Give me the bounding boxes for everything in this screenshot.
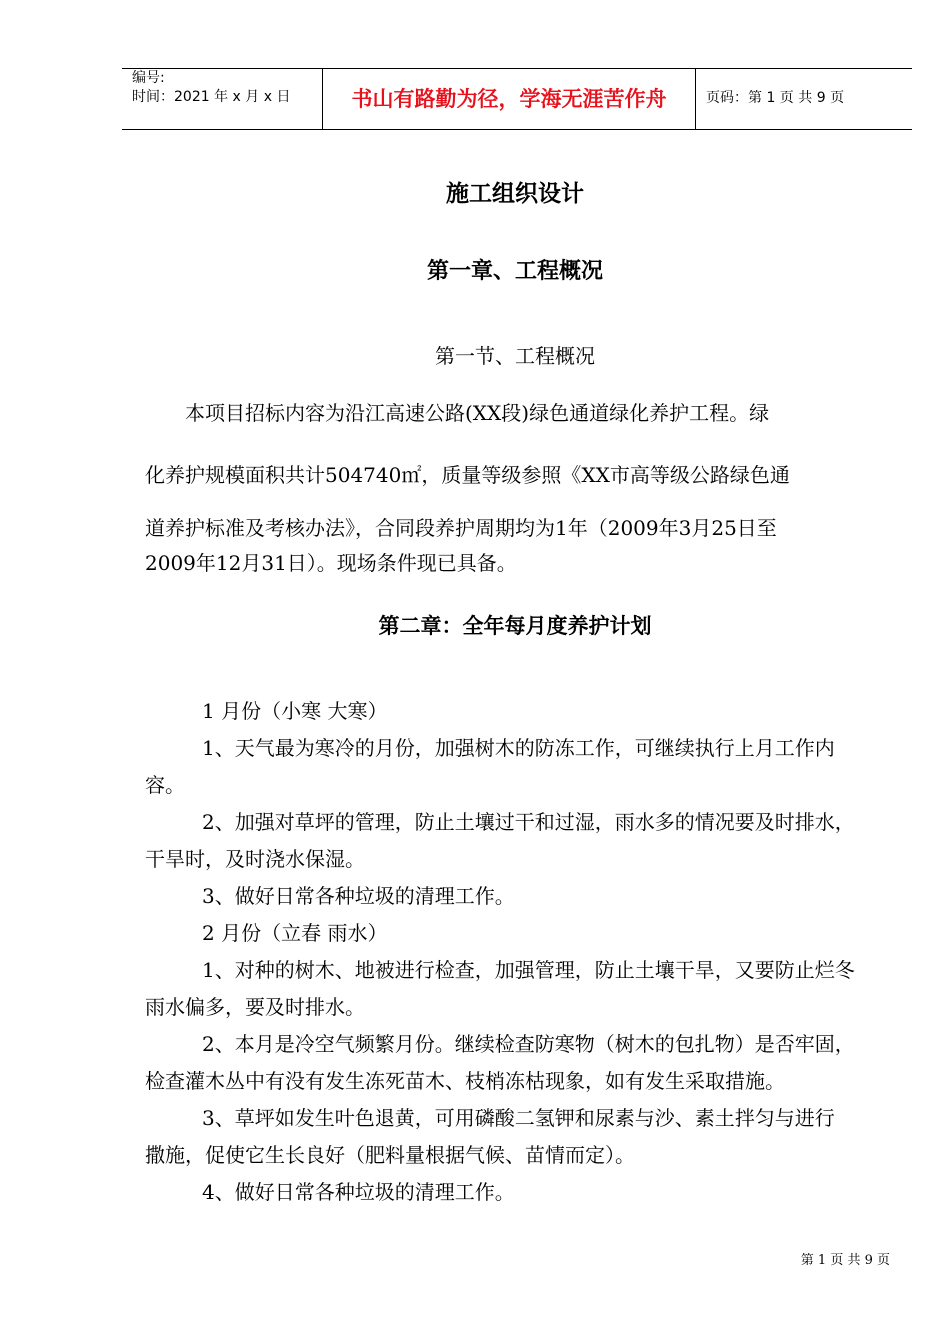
plan-line: 雨水偏多，要及时排水。 [145,995,365,1019]
section-1-title: 第一节、工程概况 [435,344,595,368]
plan-line: 检查灌木丛中有没有发生冻死苗木、枝梢冻枯现象，如有发生采取措施。 [145,1069,785,1093]
plan-line: 4、做好日常各种垃圾的清理工作。 [202,1180,515,1204]
document-title: 施工组织设计 [446,181,584,207]
chapter-2-title: 第二章：全年每月度养护计划 [378,614,652,638]
chapter-1-title: 第一章、工程概况 [426,259,603,284]
footer-page-info: 第 1 页 共 9 页 [800,1253,890,1268]
plan-line: 2、加强对草坪的管理，防止土壤过干和过湿，雨水多的情况要及时排水， [202,810,855,834]
plan-line: 干旱时，及时浇水保湿。 [145,847,365,871]
plan-line: 撒施，促使它生长良好（肥料量根据气候、苗情而定）。 [145,1143,635,1167]
header-page-cell [696,69,912,129]
chapter-1-para-line-4: 2009年12月31日）。现场条件现已具备。 [145,551,517,575]
plan-line: 3、做好日常各种垃圾的清理工作。 [202,884,515,908]
month-heading-2: 2 月份（立春 雨水） [202,921,388,945]
plan-line: 2、本月是冷空气频繁月份。继续检查防寒物（树木的包扎物）是否牢固， [202,1032,855,1056]
page-header [122,68,912,130]
header-motto: 书山有路勤为径，学海无涯苦作舟 [351,87,667,111]
month-heading-1: 1 月份（小寒 大寒） [202,699,388,723]
plan-line: 容。 [145,773,185,797]
chapter-1-para-line-1: 本项目招标内容为沿江高速公路(XX段)绿色通道绿化养护工程。绿 [185,401,770,425]
plan-line: 1、对种的树木、地被进行检查，加强管理，防止土壤干旱，又要防止烂冬 [202,958,855,982]
header-motto-cell [323,69,696,129]
plan-line: 3、草坪如发生叶色退黄，可用磷酸二氢钾和尿素与沙、素土拌匀与进行 [202,1106,835,1130]
header-info-cell [122,69,323,129]
chapter-1-para-line-2: 化养护规模面积共计504740㎡，质量等级参照《XX市高等级公路绿色通 [145,463,790,487]
chapter-1-para-line-3: 道养护标准及考核办法》，合同段养护周期均为1年（2009年3月25日至 [145,516,777,540]
header-date: 时间：2021 年 x 月 x 日 [132,89,291,105]
header-page-info: 页码：第 1 页 共 9 页 [706,90,845,106]
header-code-label: 编号: [132,70,165,86]
plan-line: 1、天气最为寒冷的月份，加强树木的防冻工作，可继续执行上月工作内 [202,736,835,760]
